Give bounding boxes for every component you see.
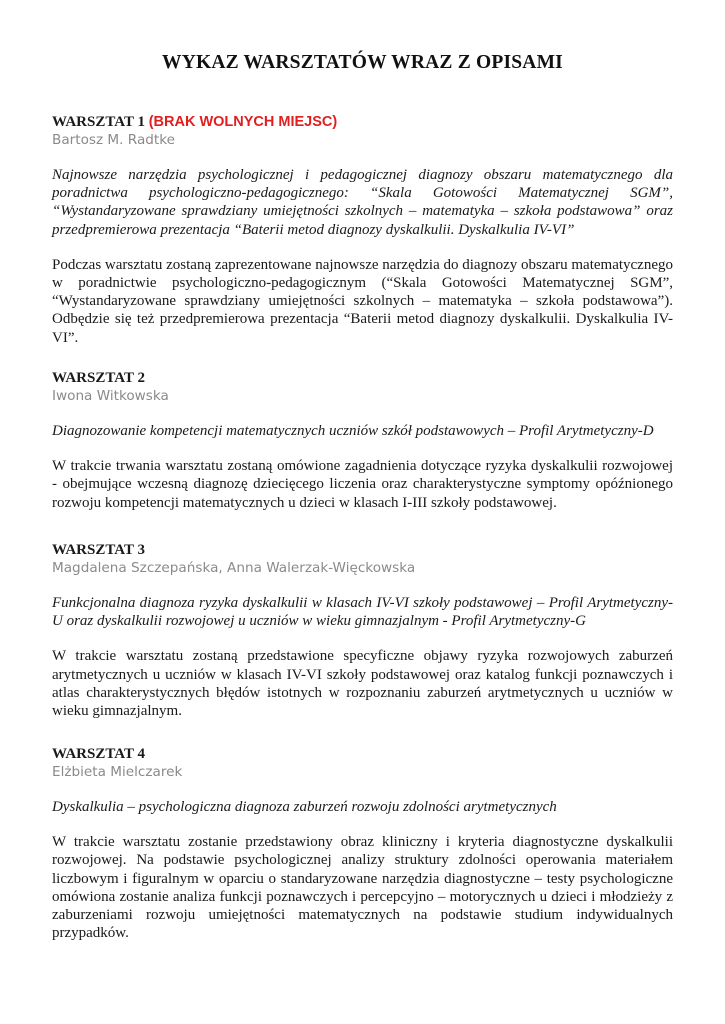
- workshop-description: Podczas warsztatu zostaną zaprezentowane najnowsze narzędzia do diagnozy obszaru matematycznego w poradnictwie psychologiczno-pedagogicznym (“Skala Gotowości Matematycznej SGM”, “Wystandaryzowane sprawdziany umiejętności szkolnych – matematyka – szkoła podstawowa”). Odbędzie się też przedpremierowa prezentacja “Baterii metod diagnozy dyskalkulii. Dyskalkulia IV-VI”.: [52, 256, 673, 346]
- workshop-topic: Diagnozowanie kompetencji matematycznych uczniów szkół podstawowych – Profil Arytmetyczny-D: [52, 423, 654, 439]
- workshop-description: W trakcie warsztatu zostanie przedstawiony obraz kliniczny i kryteria diagnostyczne dyskalkulii rozwojowej. Na podstawie psychologicznej analizy struktury zdolności operowania materiałem liczbowym i figuralnym w oparciu o standaryzowane narzędzia diagnostyczne – testy psychologiczne omówiona zostanie analiza funkcji poznawczych i percepcyjno – motorycznych u dzieci i młodzieży z zaburzeniami rozwoju umiejętności matematycznych na podstawie studium indywidualnych przypadków.: [52, 834, 673, 942]
- workshop-number: WARSZTAT 4: [52, 746, 145, 762]
- workshop-heading: [52, 113, 673, 131]
- workshop-author: Magdalena Szczepańska, Anna Walerzak-Więckowska: [52, 560, 416, 576]
- workshop-number: WARSZTAT 1: [52, 114, 145, 130]
- workshop-heading: [52, 745, 673, 763]
- workshop-2: [52, 369, 673, 512]
- workshop-number: WARSZTAT 3: [52, 542, 145, 558]
- workshop-description: W trakcie warsztatu zostaną przedstawione specyficzne objawy ryzyka rozwojowych zaburzeń arytmetycznych u uczniów w klasach IV-VI szkoły podstawowej oraz katalog funkcji poznawczych i atlas charakterystycznych błędów istotnych w rozpoznaniu zaburzeń arytmetycznych u uczniów w wieku gimnazjalnym.: [52, 648, 673, 720]
- workshop-heading: [52, 541, 673, 559]
- workshop-author: Iwona Witkowska: [52, 388, 169, 404]
- workshop-heading: [52, 369, 673, 387]
- workshop-number: WARSZTAT 2: [52, 370, 145, 386]
- workshop-author: Elżbieta Mielczarek: [52, 764, 183, 780]
- workshop-description: W trakcie trwania warsztatu zostaną omówione zagadnienia dotyczące ryzyka dyskalkulii rozwojowej - obejmujące wczesną diagnozę dziecięcego liczenia oraz charakterystyczne symptomy opóźnionego rozwoju kompetencji matematycznych u dzieci w klasach I-III szkoły podstawowej.: [52, 458, 673, 511]
- document-title: WYKAZ WARSZTATÓW WRAZ Z OPISAMI: [162, 52, 563, 73]
- no-seats-badge: (BRAK WOLNYCH MIEJSC): [148, 114, 338, 130]
- workshop-topic: Funkcjonalna diagnoza ryzyka dyskalkulii w klasach IV-VI szkoły podstawowej – Profil Arytmetyczny-U oraz dyskalkulii rozwojowej u uczniów w wieku gimnazjalnym - Profil Arytmetyczny-G: [52, 595, 673, 630]
- workshop-topic: Dyskalkulia – psychologiczna diagnoza zaburzeń rozwoju zdolności arytmetycznych: [52, 799, 557, 815]
- workshop-author: Bartosz M. Radtke: [52, 132, 175, 148]
- workshop-4: [52, 745, 673, 942]
- workshop-1: [52, 113, 673, 347]
- workshop-3: [52, 541, 673, 720]
- workshop-topic: Najnowsze narzędzia psychologicznej i pedagogicznej diagnozy obszaru matematycznego dla poradnictwa psychologiczno-pedagogicznego: “Skala Gotowości Matematycznej SGM”, “Wystandaryzowane sprawdziany umiejętności szkolnych – matematyka – szkoła podstawowa” oraz przedpremierowa prezentacja “Baterii metod diagnozy dyskalkulii. Dyskalkulia IV-VI”: [52, 167, 673, 238]
